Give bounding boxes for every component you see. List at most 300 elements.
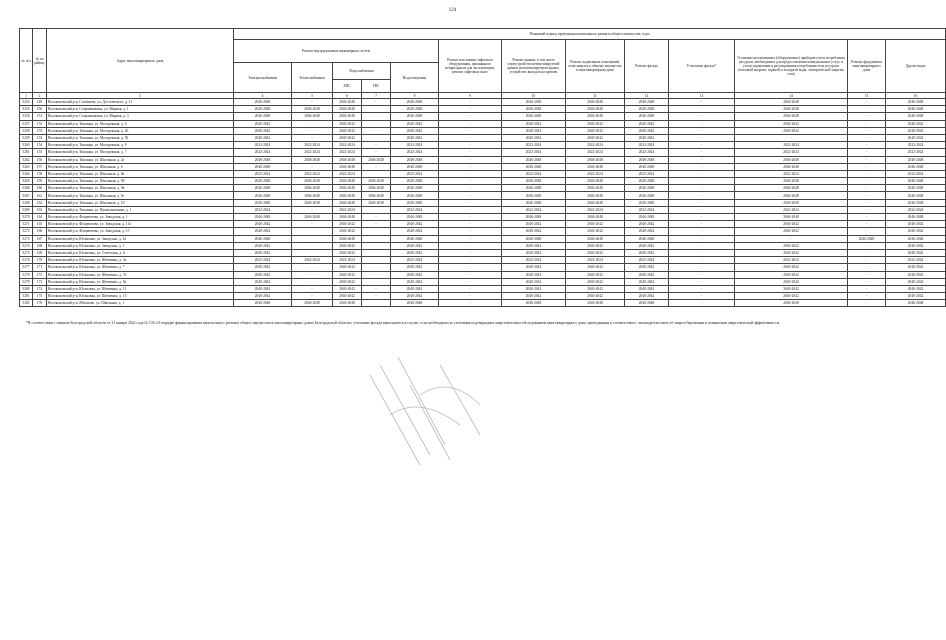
table-cell: 167 bbox=[33, 235, 47, 242]
table-cell: - bbox=[439, 134, 502, 141]
table-cell: 2040-2042 bbox=[391, 127, 439, 134]
table-cell: 2040-2042 bbox=[625, 127, 669, 134]
table-cell: 2040-2042 bbox=[391, 285, 439, 292]
table-cell: - bbox=[848, 293, 886, 300]
table-cell: 5270 bbox=[20, 214, 33, 221]
table-cell: 2040-2042 bbox=[566, 127, 625, 134]
col-number: 16 bbox=[886, 93, 946, 99]
table-cell: - bbox=[735, 235, 848, 242]
table-cell: 2046-2048 bbox=[886, 99, 946, 106]
table-cell: 2040-2042 bbox=[566, 285, 625, 292]
address-cell: Волоконовский р-н, Ютановка, ул. Заводская, д. 1 bbox=[47, 242, 234, 249]
header-foundation: Утепление фасада* bbox=[669, 40, 735, 93]
table-cell: 2040-2042 bbox=[625, 264, 669, 271]
table-cell: - bbox=[848, 134, 886, 141]
table-cell: 165 bbox=[33, 221, 47, 228]
table-cell: 2046-2048 bbox=[391, 178, 439, 185]
table-cell: 2040-2042 bbox=[735, 249, 848, 256]
table-cell: - bbox=[292, 235, 333, 242]
table-cell: - bbox=[669, 192, 735, 199]
table-cell: - bbox=[848, 264, 886, 271]
header-roof: Ремонт крыши, в том числе переустройство невентилируемой крыши на вентилируемую крышу, устройство выходов на кровлю bbox=[502, 40, 566, 93]
table-cell: 2046-2048 bbox=[886, 106, 946, 113]
col-number: 12 bbox=[625, 93, 669, 99]
table-cell: - bbox=[848, 249, 886, 256]
table-cell: 2046-2048 bbox=[735, 156, 848, 163]
table-cell: 2046-2048 bbox=[234, 235, 292, 242]
table-cell: - bbox=[292, 99, 333, 106]
col-number: 4 bbox=[234, 93, 292, 99]
table-cell: 2046-2048 bbox=[502, 235, 566, 242]
table-cell: 2040-2042 bbox=[234, 120, 292, 127]
table-cell: 2046-2048 bbox=[391, 156, 439, 163]
table-cell: 5257 bbox=[20, 120, 33, 127]
table-cell: 2022-2024 bbox=[735, 142, 848, 149]
table-cell: - bbox=[439, 278, 502, 285]
table-cell: - bbox=[362, 134, 391, 141]
table-cell: 2040-2042 bbox=[566, 271, 625, 278]
table-cell: 5275 bbox=[20, 249, 33, 256]
table-body bbox=[20, 99, 946, 307]
address-cell: Волоконовский р-н, Тишанка, ул. Молодежная, д. 7 bbox=[47, 149, 234, 156]
table-cell: 2022-2024 bbox=[333, 257, 362, 264]
table-cell: 2022-2024 bbox=[566, 149, 625, 156]
address-cell: Волоконовский р-н, Ютановка, ул. Шевченко, д. 7а bbox=[47, 271, 234, 278]
table-cell: 2022-2024 bbox=[391, 257, 439, 264]
table-cell: 2040-2042 bbox=[391, 134, 439, 141]
table-cell: 5255 bbox=[20, 106, 33, 113]
table-cell: 2040-2042 bbox=[502, 120, 566, 127]
table-cell: 2046-2048 bbox=[292, 214, 333, 221]
table-cell: - bbox=[669, 235, 735, 242]
table-cell: 2022-2024 bbox=[735, 170, 848, 177]
table-cell: 2040-2042 bbox=[502, 293, 566, 300]
table-cell: 2046-2048 bbox=[625, 99, 669, 106]
table-cell: 5258 bbox=[20, 127, 33, 134]
table-cell: - bbox=[362, 293, 391, 300]
table-cell: 2040-2042 bbox=[625, 293, 669, 300]
table-cell: 2040-2042 bbox=[886, 127, 946, 134]
table-cell: 2040-2042 bbox=[234, 293, 292, 300]
table-cell: 5280 bbox=[20, 285, 33, 292]
table-cell: 2046-2048 bbox=[886, 214, 946, 221]
table-cell: 2046-2048 bbox=[502, 214, 566, 221]
table-cell: 2046-2048 bbox=[625, 106, 669, 113]
table-cell: - bbox=[669, 214, 735, 221]
header-gvs: ГВС bbox=[362, 80, 391, 93]
table-cell: - bbox=[669, 278, 735, 285]
table-cell: 2046-2048 bbox=[625, 163, 669, 170]
stamp-mark bbox=[350, 335, 520, 495]
table-cell: - bbox=[439, 99, 502, 106]
table-cell: 2040-2042 bbox=[886, 120, 946, 127]
table-cell: - bbox=[292, 134, 333, 141]
table-cell: 2022-2024 bbox=[234, 170, 292, 177]
table-cell: - bbox=[848, 149, 886, 156]
table-cell: 5268 bbox=[20, 199, 33, 206]
table-cell: 2046-2048 bbox=[735, 106, 848, 113]
table-cell: 2046-2048 bbox=[735, 178, 848, 185]
table-cell: 2022-2024 bbox=[502, 142, 566, 149]
table-cell: 2040-2042 bbox=[391, 249, 439, 256]
table-cell: 2040-2042 bbox=[391, 242, 439, 249]
table-cell: 2046-2048 bbox=[292, 185, 333, 192]
address-cell: Волоконовский р-н, Ютановка, ул. Шевченко, д. 13 bbox=[47, 293, 234, 300]
table-cell: 2022-2024 bbox=[333, 170, 362, 177]
table-cell: 5267 bbox=[20, 192, 33, 199]
table-cell: 2046-2048 bbox=[391, 192, 439, 199]
col-number: 7 bbox=[362, 93, 391, 99]
table-row bbox=[20, 113, 946, 120]
table-cell: 2046-2048 bbox=[333, 185, 362, 192]
table-cell: 2046-2048 bbox=[292, 113, 333, 120]
table-cell: 163 bbox=[33, 206, 47, 213]
table-cell: 2046-2048 bbox=[333, 235, 362, 242]
table-cell: 2040-2042 bbox=[234, 221, 292, 228]
table-cell: 2046-2048 bbox=[391, 185, 439, 192]
table-cell: - bbox=[439, 271, 502, 278]
table-cell: 2046-2048 bbox=[625, 113, 669, 120]
table-cell: - bbox=[439, 127, 502, 134]
table-cell: 2046-2048 bbox=[566, 214, 625, 221]
table-cell: 2022-2024 bbox=[886, 257, 946, 264]
table-cell: - bbox=[292, 206, 333, 213]
table-cell: 2022-2024 bbox=[502, 170, 566, 177]
table-cell: - bbox=[669, 249, 735, 256]
table-cell: - bbox=[669, 206, 735, 213]
table-row bbox=[20, 278, 946, 285]
table-cell: - bbox=[439, 170, 502, 177]
table-cell: 2040-2042 bbox=[333, 228, 362, 235]
table-cell: 2040-2042 bbox=[566, 249, 625, 256]
table-cell: - bbox=[669, 99, 735, 106]
address-cell: Волоконовский р-н, Фощеватово, ул. Заводская, д. 15 bbox=[47, 228, 234, 235]
table-cell: - bbox=[669, 285, 735, 292]
table-cell: 168 bbox=[33, 242, 47, 249]
table-cell: - bbox=[362, 106, 391, 113]
table-cell: 2046-2048 bbox=[735, 99, 848, 106]
table-cell: 149 bbox=[33, 99, 47, 106]
table-cell: 2040-2042 bbox=[566, 120, 625, 127]
table-cell: 2046-2048 bbox=[502, 199, 566, 206]
table-cell: 2022-2024 bbox=[625, 149, 669, 156]
table-cell: 2046-2048 bbox=[234, 300, 292, 307]
table-cell: 2040-2042 bbox=[234, 228, 292, 235]
table-row bbox=[20, 249, 946, 256]
table-row bbox=[20, 142, 946, 149]
table-cell: 174 bbox=[33, 285, 47, 292]
table-cell: 2022-2024 bbox=[333, 142, 362, 149]
table-cell: 2040-2042 bbox=[566, 228, 625, 235]
table-cell: - bbox=[848, 127, 886, 134]
table-cell: 2046-2048 bbox=[333, 192, 362, 199]
table-cell: 2022-2024 bbox=[292, 257, 333, 264]
table-cell: 2040-2042 bbox=[333, 249, 362, 256]
table-row bbox=[20, 156, 946, 163]
table-cell: - bbox=[362, 271, 391, 278]
table-cell: - bbox=[439, 300, 502, 307]
table-cell: - bbox=[362, 235, 391, 242]
table-cell: 5271 bbox=[20, 221, 33, 228]
table-row bbox=[20, 178, 946, 185]
table-cell: 2040-2042 bbox=[333, 127, 362, 134]
table-cell: 2040-2042 bbox=[886, 242, 946, 249]
table-cell: - bbox=[669, 178, 735, 185]
table-cell: 2046-2048 bbox=[566, 106, 625, 113]
table-cell: 2040-2042 bbox=[234, 249, 292, 256]
table-cell: 2046-2048 bbox=[292, 192, 333, 199]
table-cell: 2022-2024 bbox=[566, 170, 625, 177]
table-cell: - bbox=[439, 120, 502, 127]
table-cell: - bbox=[362, 221, 391, 228]
footnote: *В соответствии с законом Белгородской области от 31 января 2022 года № 139 «О порядке финансирования капитального ремонта общего имущества в многоквартирных домах Белгородской области» утепление фасада выполняется в случае, если необходимость утепления подтверждена энергетическим обследованием многоквартирного дома, проведенным в соответствии с законодательством об энергосбережении и повышении энергетической эффективности. bbox=[26, 321, 780, 325]
table-cell: 2046-2048 bbox=[234, 163, 292, 170]
table-cell: 2046-2048 bbox=[735, 199, 848, 206]
table-cell: - bbox=[362, 170, 391, 177]
table-cell: 154 bbox=[33, 142, 47, 149]
table-cell: 2046-2048 bbox=[333, 156, 362, 163]
header-hvs: ХВС bbox=[333, 80, 362, 93]
table-row bbox=[20, 300, 946, 307]
table-cell: 2046-2048 bbox=[292, 106, 333, 113]
table-cell: - bbox=[362, 214, 391, 221]
address-cell: Волоконовский р-н, Тишанка, ул. Школьная, д. 10 bbox=[47, 199, 234, 206]
table-cell: 2046-2048 bbox=[234, 113, 292, 120]
table-cell: 5272 bbox=[20, 228, 33, 235]
address-cell: Волоконовский р-н, Тишанка, ул. Школьная, д. 9в bbox=[47, 185, 234, 192]
address-cell: Волоконовский р-н, Тишанка, ул. Школьная, д. 8а bbox=[47, 170, 234, 177]
table-cell: 2040-2042 bbox=[234, 285, 292, 292]
table-cell: - bbox=[848, 278, 886, 285]
table-cell: 2040-2042 bbox=[502, 127, 566, 134]
table-cell: 153 bbox=[33, 134, 47, 141]
table-cell: - bbox=[292, 242, 333, 249]
table-cell: 2046-2048 bbox=[333, 214, 362, 221]
table-cell: 5269 bbox=[20, 206, 33, 213]
table-cell: 2046-2048 bbox=[886, 185, 946, 192]
address-cell: Волоконовский р-н, Тишанка, ул. Молодежная, д. 4 bbox=[47, 120, 234, 127]
table-cell: 2046-2048 bbox=[502, 192, 566, 199]
address-cell: Волоконовский р-н, Соловьево, ул. Достоевского, д. 11 bbox=[47, 99, 234, 106]
table-cell: 2046-2048 bbox=[886, 156, 946, 163]
table-cell: - bbox=[292, 120, 333, 127]
table-cell: - bbox=[362, 257, 391, 264]
table-cell: 5277 bbox=[20, 264, 33, 271]
table-cell: 2046-2048 bbox=[886, 113, 946, 120]
table-cell: 2022-2024 bbox=[234, 142, 292, 149]
table-cell: 2046-2048 bbox=[735, 185, 848, 192]
table-cell: 2040-2042 bbox=[625, 249, 669, 256]
table-cell: - bbox=[848, 185, 886, 192]
table-row bbox=[20, 221, 946, 228]
table-cell: 5263 bbox=[20, 163, 33, 170]
table-cell: - bbox=[439, 185, 502, 192]
col-number: 6 bbox=[333, 93, 362, 99]
col-number: 8 bbox=[391, 93, 439, 99]
table-cell: 2046-2048 bbox=[391, 163, 439, 170]
table-cell: 2022-2024 bbox=[391, 149, 439, 156]
table-cell: 2040-2042 bbox=[735, 271, 848, 278]
header-num: № п/п bbox=[20, 29, 33, 93]
header-basement: Ремонт подвальных помещений, относящихся к общему имуществу в многоквартирном доме bbox=[566, 40, 625, 93]
table-cell: 2046-2048 bbox=[625, 156, 669, 163]
header-meters: Установка коллективных (общедомовых) приборов учета потребления ресурсов, необходимых для предоставления коммунальных услуг, и узлов управления и регулирования потребления этих ресурсов (тепловой энергии, горячей и холодной воды, электрической энергии, газа) bbox=[735, 40, 848, 93]
table-cell: 2040-2042 bbox=[735, 242, 848, 249]
table-cell: 2046-2048 bbox=[362, 156, 391, 163]
table-cell: 5266 bbox=[20, 185, 33, 192]
table-cell: - bbox=[848, 106, 886, 113]
table-cell: 2046-2048 bbox=[391, 99, 439, 106]
table-row bbox=[20, 99, 946, 106]
table-cell: 2040-2042 bbox=[625, 221, 669, 228]
table-cell: 2040-2042 bbox=[333, 264, 362, 271]
table-cell: 2022-2024 bbox=[391, 170, 439, 177]
table-cell: - bbox=[669, 185, 735, 192]
table-cell: 2040-2042 bbox=[502, 249, 566, 256]
table-cell: - bbox=[439, 285, 502, 292]
table-cell: 2046-2048 bbox=[502, 113, 566, 120]
table-cell: 2046-2048 bbox=[625, 199, 669, 206]
table-cell: 2046-2048 bbox=[502, 163, 566, 170]
table-row bbox=[20, 170, 946, 177]
table-cell: - bbox=[362, 163, 391, 170]
table-cell: 2022-2024 bbox=[735, 149, 848, 156]
col-number: 10 bbox=[502, 93, 566, 99]
table-cell: 2040-2042 bbox=[502, 221, 566, 228]
table-cell: 171 bbox=[33, 264, 47, 271]
table-cell: - bbox=[669, 134, 735, 141]
table-cell: 2046-2048 bbox=[735, 214, 848, 221]
table-cell: - bbox=[735, 134, 848, 141]
table-cell: 2046-2048 bbox=[234, 214, 292, 221]
header-electro: Электроснабжения bbox=[234, 63, 292, 93]
table-cell: 2046-2048 bbox=[292, 300, 333, 307]
table-cell: 2046-2048 bbox=[362, 192, 391, 199]
table-cell: 2040-2042 bbox=[625, 285, 669, 292]
table-cell: 2046-2048 bbox=[566, 199, 625, 206]
table-cell: - bbox=[362, 120, 391, 127]
table-cell: 2022-2024 bbox=[333, 206, 362, 213]
table-cell: - bbox=[439, 178, 502, 185]
table-row bbox=[20, 192, 946, 199]
table-cell: - bbox=[848, 120, 886, 127]
table-cell: - bbox=[362, 228, 391, 235]
table-cell: 5273 bbox=[20, 235, 33, 242]
address-cell: Волоконовский р-н, Ютановка, ул. Шевченко, д. 11 bbox=[47, 285, 234, 292]
address-cell: Волоконовский р-н, Тишанка, ул. Молодежная, д. 6 bbox=[47, 142, 234, 149]
table-cell: 166 bbox=[33, 228, 47, 235]
table-cell: 2046-2048 bbox=[566, 185, 625, 192]
table-cell: 5256 bbox=[20, 113, 33, 120]
table-row bbox=[20, 149, 946, 156]
table-cell: 2022-2024 bbox=[502, 257, 566, 264]
table-cell: 2046-2048 bbox=[234, 192, 292, 199]
table-cell: 2046-2048 bbox=[234, 199, 292, 206]
table-cell: 2022-2024 bbox=[391, 142, 439, 149]
table-cell: - bbox=[362, 206, 391, 213]
table-cell: 2046-2048 bbox=[362, 178, 391, 185]
capital-repair-table bbox=[19, 28, 946, 307]
table-cell: 2040-2042 bbox=[735, 120, 848, 127]
table-row bbox=[20, 199, 946, 206]
table-cell: 2046-2048 bbox=[333, 113, 362, 120]
address-cell: Волоконовский р-н, Яблоново, ул. Школьная, д. 1 bbox=[47, 300, 234, 307]
table-cell: - bbox=[669, 106, 735, 113]
table-cell: - bbox=[292, 221, 333, 228]
table-cell: - bbox=[669, 199, 735, 206]
table-cell: 2046-2048 bbox=[333, 106, 362, 113]
table-cell: 2040-2042 bbox=[234, 134, 292, 141]
page-number: 124 bbox=[448, 8, 457, 13]
address-cell: Волоконовский р-н, Фощеватово, ул. Заводская, д. 1 bbox=[47, 214, 234, 221]
table-cell: 2040-2042 bbox=[625, 120, 669, 127]
table-cell: - bbox=[439, 149, 502, 156]
table-cell: 2022-2024 bbox=[625, 257, 669, 264]
table-cell: 2046-2048 bbox=[625, 185, 669, 192]
table-cell: 2040-2042 bbox=[886, 271, 946, 278]
table-cell: 2040-2042 bbox=[625, 134, 669, 141]
table-cell: 169 bbox=[33, 249, 47, 256]
col-number: 2 bbox=[33, 93, 47, 99]
table-cell: 2040-2042 bbox=[391, 271, 439, 278]
table-cell: - bbox=[292, 293, 333, 300]
table-cell: 2046-2048 bbox=[566, 113, 625, 120]
table-cell: 2046-2048 bbox=[735, 192, 848, 199]
table-cell: 2040-2042 bbox=[333, 293, 362, 300]
table-cell: - bbox=[669, 156, 735, 163]
table-cell: 2040-2042 bbox=[391, 221, 439, 228]
table-cell: 2046-2048 bbox=[886, 199, 946, 206]
table-cell: 2022-2024 bbox=[886, 149, 946, 156]
table-cell: 2040-2042 bbox=[502, 134, 566, 141]
table-cell: - bbox=[848, 221, 886, 228]
table-cell: - bbox=[439, 235, 502, 242]
table-cell: 2046-2048 bbox=[502, 185, 566, 192]
table-cell: - bbox=[439, 228, 502, 235]
table-cell: - bbox=[669, 228, 735, 235]
table-cell: 2040-2042 bbox=[234, 264, 292, 271]
header-num-rayon: № по району bbox=[33, 29, 47, 93]
table-cell: 2046-2048 bbox=[391, 199, 439, 206]
table-row bbox=[20, 163, 946, 170]
table-cell: - bbox=[848, 192, 886, 199]
table-cell: 2040-2042 bbox=[566, 242, 625, 249]
table-cell: 2040-2042 bbox=[566, 221, 625, 228]
table-cell: - bbox=[439, 163, 502, 170]
address-cell: Волоконовский р-н, Тишанка, ул. Школьная, д. 2а bbox=[47, 156, 234, 163]
header-funding: Ремонт фундамента многоквартирного дома bbox=[848, 40, 886, 93]
table-cell: 2046-2048 bbox=[333, 178, 362, 185]
table-cell: - bbox=[669, 170, 735, 177]
table-cell: - bbox=[669, 120, 735, 127]
table-cell: - bbox=[292, 264, 333, 271]
table-cell: - bbox=[362, 113, 391, 120]
table-cell: - bbox=[669, 142, 735, 149]
table-cell: 2040-2042 bbox=[735, 127, 848, 134]
table-cell: 2046-2048 bbox=[625, 192, 669, 199]
table-cell: 5278 bbox=[20, 271, 33, 278]
table-cell: - bbox=[292, 285, 333, 292]
table-cell: - bbox=[669, 264, 735, 271]
table-cell: 2046-2048 bbox=[566, 163, 625, 170]
table-cell: - bbox=[848, 271, 886, 278]
table-cell: 2040-2042 bbox=[566, 293, 625, 300]
table-cell: 170 bbox=[33, 257, 47, 264]
table-cell: - bbox=[439, 206, 502, 213]
table-cell: 164 bbox=[33, 214, 47, 221]
table-cell: 2022-2024 bbox=[502, 206, 566, 213]
table-cell: 2022-2024 bbox=[735, 206, 848, 213]
